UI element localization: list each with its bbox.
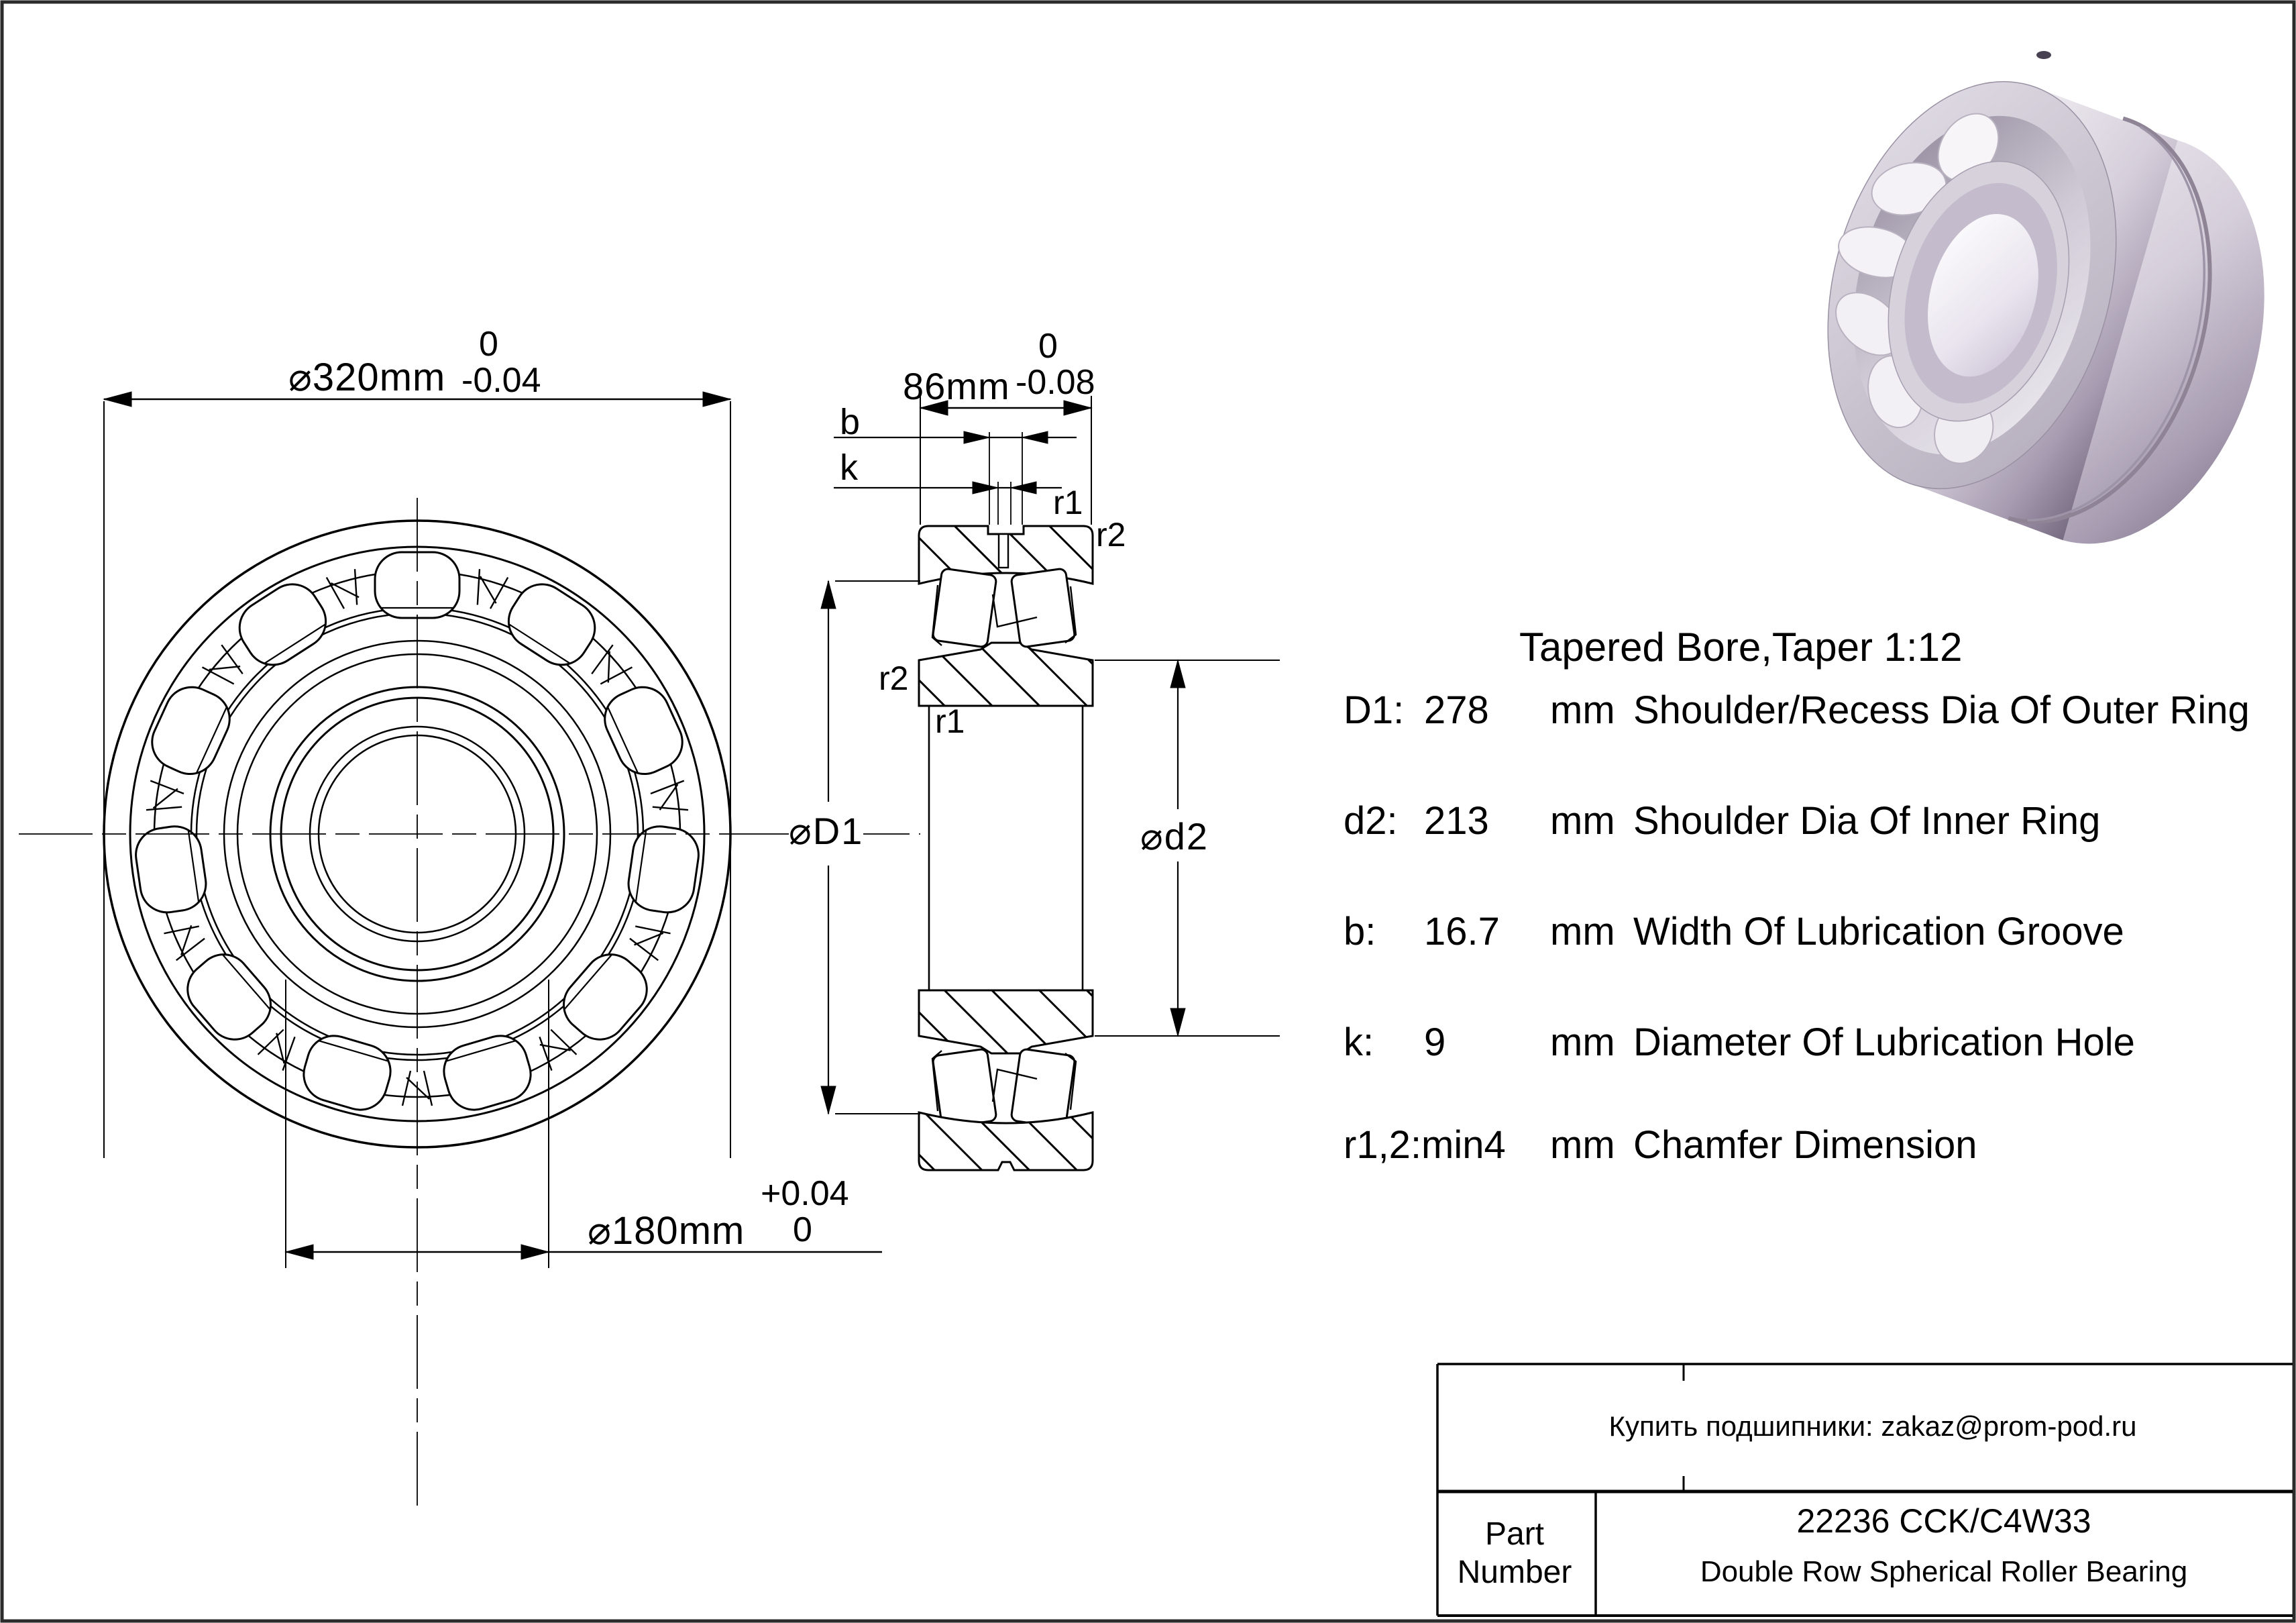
label-b: b bbox=[840, 402, 861, 442]
spec-row-desc: Width Of Lubrication Groove bbox=[1633, 910, 2124, 953]
spec-row-desc: Shoulder Dia Of Inner Ring bbox=[1633, 799, 2101, 843]
part-description: Double Row Spherical Roller Bearing bbox=[1700, 1555, 2188, 1588]
spec-row-value: 278 bbox=[1424, 688, 1489, 732]
roller bbox=[553, 943, 658, 1050]
dim-width-text bbox=[903, 364, 1010, 408]
label-k: k bbox=[840, 448, 858, 488]
label-r2-top: r2 bbox=[1096, 516, 1126, 554]
inner-ring-top-section bbox=[919, 643, 1093, 706]
roller bbox=[297, 1029, 397, 1116]
spec-row-unit: mm bbox=[1550, 688, 1615, 732]
spec-row-value: 9 bbox=[1424, 1020, 1446, 1064]
roller bbox=[132, 823, 209, 916]
dim-outer-diameter-text bbox=[288, 354, 445, 400]
spec-title: Tapered Bore,Taper 1:12 bbox=[1519, 625, 1963, 670]
render-dot bbox=[2036, 51, 2051, 59]
part-label-line1: Part bbox=[1484, 1516, 1545, 1552]
section-view bbox=[919, 526, 1093, 1170]
part-number-label bbox=[1458, 1515, 1572, 1591]
spec-row-label: b: bbox=[1344, 910, 1376, 953]
label-r1-top: r1 bbox=[1053, 484, 1083, 521]
label-dia-d1: ⌀D1 bbox=[789, 810, 864, 852]
label-r2-left: r2 bbox=[879, 660, 909, 697]
contact-email-text: Купить подшипники: zakaz@prom-pod.ru bbox=[1608, 1410, 2137, 1442]
dim-outer-value: 320mm bbox=[312, 356, 446, 399]
spec-row-label: D1: bbox=[1344, 688, 1405, 732]
diameter-symbol: ⌀ bbox=[588, 1209, 612, 1253]
front-view bbox=[19, 498, 920, 1514]
inner-ring-bottom-section bbox=[919, 990, 1093, 1053]
tolerance-lower: -0.04 bbox=[461, 361, 541, 400]
outer-ring-bottom-section bbox=[919, 1112, 1093, 1170]
label-dia-d2: ⌀d2 bbox=[1140, 815, 1209, 857]
spec-row-desc: Diameter Of Lubrication Hole bbox=[1633, 1020, 2135, 1064]
label-r1-left: r1 bbox=[935, 702, 965, 740]
lubrication-hole bbox=[999, 534, 1008, 568]
section-roller bbox=[932, 568, 997, 647]
tolerance-upper: 0 bbox=[479, 325, 498, 364]
diameter-symbol: ⌀ bbox=[288, 356, 313, 399]
dim-bore-tolerance bbox=[761, 1175, 849, 1248]
part-number-value: 22236 CCK/C4W33 bbox=[1796, 1502, 2091, 1540]
tolerance-lower: 0 bbox=[793, 1210, 812, 1249]
roller bbox=[596, 678, 691, 782]
section-roller bbox=[1011, 1049, 1075, 1128]
spec-row-desc: Chamfer Dimension bbox=[1633, 1123, 1977, 1167]
roller bbox=[437, 1029, 537, 1116]
dim-bore-value: 180mm bbox=[611, 1209, 745, 1253]
spec-row-unit: mm bbox=[1550, 910, 1615, 953]
section-roller bbox=[932, 1049, 997, 1128]
spec-row-unit: mm bbox=[1550, 1020, 1615, 1064]
dim-width-tolerance bbox=[1016, 328, 1095, 401]
tolerance-lower: -0.08 bbox=[1016, 363, 1095, 402]
spec-row-desc: Shoulder/Recess Dia Of Outer Ring bbox=[1633, 688, 2250, 732]
spec-row-unit: mm bbox=[1550, 1123, 1615, 1167]
roller bbox=[144, 678, 238, 782]
bearing-3d-render bbox=[1776, 46, 2296, 578]
tolerance-upper: 0 bbox=[1038, 327, 1058, 366]
spec-row-label: k: bbox=[1344, 1020, 1374, 1064]
part-label-line2: Number bbox=[1457, 1555, 1572, 1590]
front-view-dimensions bbox=[104, 392, 882, 1268]
dim-outer-tolerance bbox=[461, 326, 541, 399]
spec-row-label: d2: bbox=[1344, 799, 1398, 843]
roller bbox=[176, 943, 282, 1050]
dim-width-value: 86mm bbox=[903, 365, 1010, 407]
tolerance-upper: +0.04 bbox=[761, 1174, 849, 1213]
spec-row-value: 213 bbox=[1424, 799, 1489, 843]
spec-row-value: 16.7 bbox=[1424, 910, 1500, 953]
roller bbox=[625, 823, 702, 916]
spec-row-label: r1,2:min4 bbox=[1344, 1123, 1506, 1167]
spec-row-unit: mm bbox=[1550, 799, 1615, 843]
section-roller bbox=[1011, 568, 1075, 647]
dim-bore-text bbox=[588, 1208, 745, 1253]
